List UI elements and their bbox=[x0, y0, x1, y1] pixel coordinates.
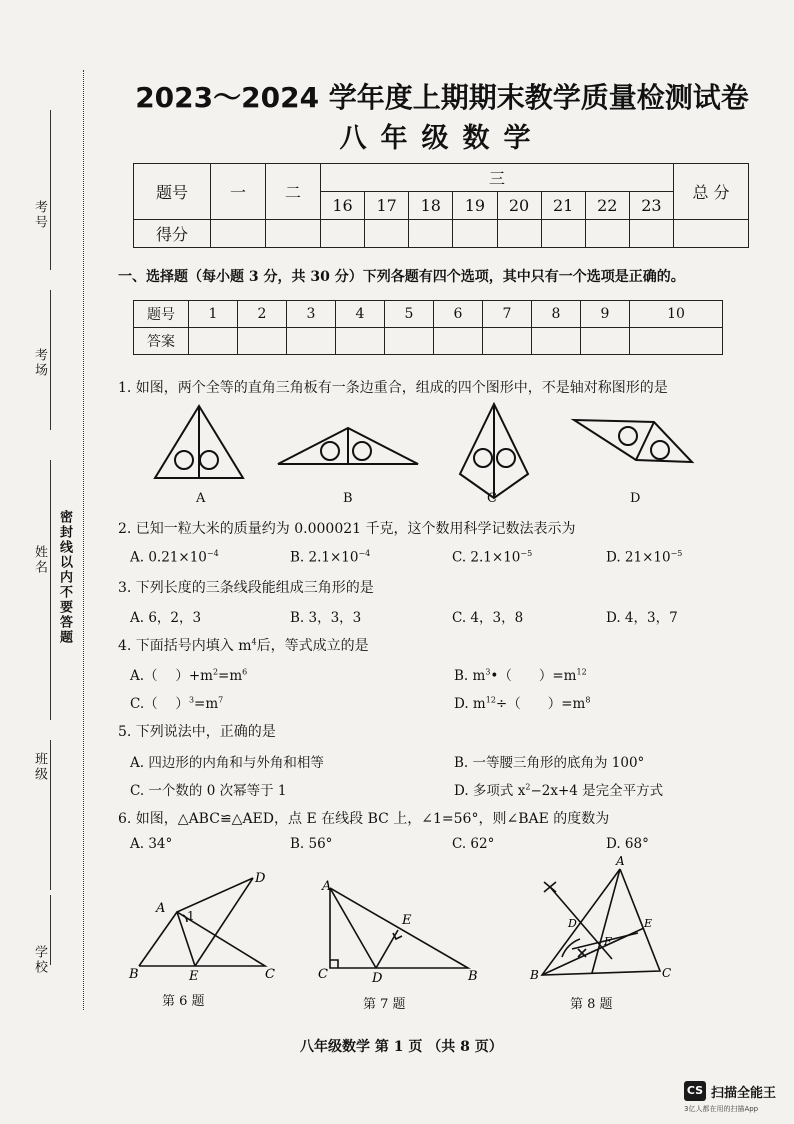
q4-b-pre: B. m bbox=[454, 668, 486, 684]
q4-a-e2: 6 bbox=[242, 667, 248, 677]
exam-number-label: 考号 bbox=[32, 200, 47, 230]
q4-text-post: 后，等式成立的是 bbox=[256, 638, 369, 654]
figure-8-caption: 第 8 题 bbox=[570, 997, 613, 1012]
score-cell[interactable] bbox=[541, 220, 585, 248]
answer-cell[interactable] bbox=[483, 328, 532, 355]
f7-label-d: D bbox=[372, 971, 383, 983]
q4-b-e1: 3 bbox=[485, 667, 491, 677]
answer-num: 6 bbox=[434, 301, 483, 328]
f6-label-1: 1 bbox=[187, 909, 195, 923]
q1-figure-b bbox=[278, 428, 418, 464]
name-label: 姓名 bbox=[32, 545, 47, 575]
score-cell[interactable] bbox=[409, 220, 453, 248]
q5-option-c[interactable]: C. 一个数的 0 次幂等于 1 bbox=[130, 783, 287, 799]
q2-b-base: B. 2.1×10 bbox=[290, 549, 359, 566]
answer-cell[interactable] bbox=[434, 328, 483, 355]
q2-option-b[interactable] bbox=[290, 549, 370, 566]
q5-option-a[interactable]: A. 四边形的内角和与外角和相等 bbox=[130, 755, 324, 771]
q4-text-pre: 4. 下面括号内填入 m bbox=[118, 638, 252, 654]
figure-8 bbox=[528, 855, 683, 985]
answer-num: 10 bbox=[630, 301, 723, 328]
exam-subtitle: 八年级数学 bbox=[339, 123, 545, 154]
q1-label-a: A bbox=[196, 491, 206, 506]
class-label: 班级 bbox=[32, 752, 47, 782]
f8-label-f: F bbox=[604, 935, 612, 948]
answer-num: 4 bbox=[336, 301, 385, 328]
answer-cell[interactable] bbox=[630, 328, 723, 355]
q6-option-c[interactable]: C. 62° bbox=[452, 836, 495, 852]
answer-cell[interactable] bbox=[189, 328, 238, 355]
f7-label-a: A bbox=[322, 879, 332, 894]
score-cell[interactable] bbox=[365, 220, 409, 248]
question-4 bbox=[118, 635, 369, 655]
q2-d-base: D. 21×10 bbox=[606, 549, 671, 566]
score-cell[interactable] bbox=[629, 220, 673, 248]
q5-d-pre: D. 多项式 x bbox=[454, 783, 526, 799]
figure-6-caption: 第 6 题 bbox=[162, 994, 205, 1009]
q2-c-exp: −5 bbox=[520, 549, 533, 558]
q6-option-a[interactable]: A. 34° bbox=[130, 836, 173, 852]
q1-label-c: C bbox=[487, 491, 497, 506]
score-cell[interactable] bbox=[585, 220, 629, 248]
answer-num: 1 bbox=[189, 301, 238, 328]
scanner-watermark bbox=[684, 1081, 776, 1114]
q1-figures bbox=[140, 398, 700, 510]
score-q16: 16 bbox=[321, 192, 365, 220]
q4-d-e2: 8 bbox=[585, 695, 591, 705]
q1-label-d: D bbox=[630, 491, 641, 506]
q4-c-e2: 7 bbox=[218, 695, 224, 705]
q4-option-d[interactable] bbox=[454, 692, 590, 712]
f7-label-c: C bbox=[318, 967, 328, 982]
q2-d-exp: −5 bbox=[670, 549, 683, 558]
f7-label-e: E bbox=[402, 913, 412, 928]
q3-option-c[interactable]: C. 4，3，8 bbox=[452, 610, 524, 626]
exam-room-blank bbox=[50, 290, 51, 430]
page-footer: 八年级数学 第 1 页 （共 8 页） bbox=[300, 1039, 503, 1055]
q1-label-b: B bbox=[343, 491, 353, 506]
q5-d-post: −2x+4 是完全平方式 bbox=[530, 783, 664, 799]
f6-label-b: B bbox=[129, 967, 139, 982]
q2-b-exp: −4 bbox=[358, 549, 371, 558]
q4-text-exp: 4 bbox=[251, 637, 257, 647]
scanner-brand: 扫描全能王 bbox=[711, 1085, 777, 1101]
q4-option-b[interactable] bbox=[454, 664, 587, 684]
q3-option-b[interactable]: B. 3，3，3 bbox=[290, 610, 362, 626]
f8-label-d: D bbox=[568, 917, 577, 930]
answer-cell[interactable] bbox=[287, 328, 336, 355]
score-col-one: 一 bbox=[211, 164, 266, 220]
f8-label-a: A bbox=[616, 855, 625, 868]
q6-option-b[interactable]: B. 56° bbox=[290, 836, 333, 852]
q2-a-exp: −4 bbox=[206, 549, 219, 558]
answer-cell[interactable] bbox=[336, 328, 385, 355]
exam-title: 2023～2024 学年度上期期末教学质量检测试卷 bbox=[135, 81, 749, 114]
score-cell[interactable] bbox=[266, 220, 321, 248]
school-blank bbox=[50, 895, 51, 965]
q5-option-b[interactable]: B. 一等腰三角形的底角为 100° bbox=[454, 755, 645, 771]
answer-num: 7 bbox=[483, 301, 532, 328]
school-label: 学校 bbox=[32, 945, 47, 975]
q4-d-e1: 12 bbox=[485, 695, 496, 705]
q2-a-base: A. 0.21×10 bbox=[130, 549, 207, 566]
score-q23: 23 bbox=[629, 192, 673, 220]
score-q21: 21 bbox=[541, 192, 585, 220]
answer-header-label: 题号 bbox=[134, 301, 189, 328]
q5-option-d[interactable] bbox=[454, 779, 663, 799]
question-2: 2. 已知一粒大米的质量约为 0.000021 千克，这个数用科学记数法表示为 bbox=[118, 521, 576, 537]
score-cell[interactable] bbox=[497, 220, 541, 248]
f7-label-b: B bbox=[468, 969, 478, 983]
answer-table bbox=[133, 300, 723, 355]
f6-label-a: A bbox=[156, 901, 166, 916]
score-q18: 18 bbox=[409, 192, 453, 220]
q4-d-mid: ÷（ ）=m bbox=[495, 696, 586, 712]
name-blank bbox=[50, 460, 51, 720]
q2-c-base: C. 2.1×10 bbox=[452, 549, 521, 566]
score-q17: 17 bbox=[365, 192, 409, 220]
f8-label-e: E bbox=[644, 917, 653, 930]
q4-option-c[interactable] bbox=[130, 692, 223, 712]
q2-option-d[interactable] bbox=[606, 549, 682, 566]
f6-label-d: D bbox=[255, 871, 266, 886]
answer-num: 9 bbox=[581, 301, 630, 328]
answer-cell[interactable] bbox=[238, 328, 287, 355]
seal-notice: 密封线以内不要答题 bbox=[57, 510, 72, 645]
q4-c-e1: 3 bbox=[188, 695, 195, 705]
f8-label-b: B bbox=[530, 968, 539, 982]
answer-cell[interactable] bbox=[581, 328, 630, 355]
f8-label-c: C bbox=[662, 966, 672, 980]
score-q20: 20 bbox=[497, 192, 541, 220]
binding-line bbox=[83, 70, 84, 1010]
q3-option-d[interactable]: D. 4，3，7 bbox=[606, 610, 678, 626]
answer-cell[interactable] bbox=[532, 328, 581, 355]
q4-a-e1: 2 bbox=[212, 667, 219, 677]
q1-figure-d bbox=[574, 420, 692, 462]
question-1: 1. 如图，两个全等的直角三角板有一条边重合，组成的四个图形中，不是轴对称图形的是 bbox=[118, 380, 668, 396]
q5-d-exp: 2 bbox=[525, 782, 531, 792]
scanner-badge: CS bbox=[684, 1081, 706, 1101]
q2-option-c[interactable] bbox=[452, 549, 532, 566]
answer-num: 2 bbox=[238, 301, 287, 328]
f6-label-e: E bbox=[189, 969, 199, 983]
q1-figure-a bbox=[155, 406, 243, 478]
q3-option-a[interactable]: A. 6，2，3 bbox=[130, 610, 202, 626]
answer-num: 8 bbox=[532, 301, 581, 328]
q4-a-pre: A.（ ）+m bbox=[130, 668, 213, 684]
score-col-total: 总 分 bbox=[674, 164, 749, 220]
q4-c-mid: =m bbox=[194, 696, 219, 712]
answer-num: 5 bbox=[385, 301, 434, 328]
score-q19: 19 bbox=[453, 192, 497, 220]
question-5: 5. 下列说法中，正确的是 bbox=[118, 724, 276, 740]
answer-cell[interactable] bbox=[385, 328, 434, 355]
q4-b-e2: 12 bbox=[576, 667, 587, 677]
score-cell[interactable] bbox=[674, 220, 749, 248]
score-cell[interactable] bbox=[453, 220, 497, 248]
exam-number-blank bbox=[50, 110, 51, 270]
q4-d-pre: D. m bbox=[454, 696, 486, 712]
score-header-label: 题号 bbox=[134, 164, 211, 220]
figure-6 bbox=[125, 868, 285, 983]
question-6: 6. 如图，△ABC≌△AED，点 E 在线段 BC 上，∠1=56°，则∠BAE 的度数为 bbox=[118, 811, 610, 827]
q4-a-mid: =m bbox=[218, 668, 243, 684]
figure-7 bbox=[312, 878, 482, 983]
score-row-label: 得分 bbox=[134, 220, 211, 248]
figure-7-caption: 第 7 题 bbox=[363, 997, 406, 1012]
q6-option-d[interactable]: D. 68° bbox=[606, 836, 649, 852]
q2-option-a[interactable] bbox=[130, 549, 219, 566]
f6-label-c: C bbox=[265, 967, 275, 982]
question-3: 3. 下列长度的三条线段能组成三角形的是 bbox=[118, 580, 374, 596]
q4-option-a[interactable] bbox=[130, 664, 247, 684]
score-q22: 22 bbox=[585, 192, 629, 220]
score-cell[interactable] bbox=[321, 220, 365, 248]
score-table bbox=[133, 163, 749, 248]
score-col-two: 二 bbox=[266, 164, 321, 220]
score-cell[interactable] bbox=[211, 220, 266, 248]
exam-room-label: 考场 bbox=[32, 348, 47, 378]
class-blank bbox=[50, 740, 51, 890]
answer-num: 3 bbox=[287, 301, 336, 328]
answer-row-label: 答案 bbox=[134, 328, 189, 355]
q4-b-mid: •（ ）=m bbox=[490, 668, 577, 684]
q1-figure-c bbox=[460, 404, 528, 498]
score-col-three: 三 bbox=[321, 164, 674, 192]
scanner-tagline: 3亿人都在用的扫描App bbox=[684, 1105, 759, 1113]
q4-c-pre: C.（ ） bbox=[130, 696, 189, 712]
section1-heading: 一、选择题（每小题 3 分，共 30 分）下列各题有四个选项，其中只有一个选项是正确的。 bbox=[118, 269, 685, 285]
